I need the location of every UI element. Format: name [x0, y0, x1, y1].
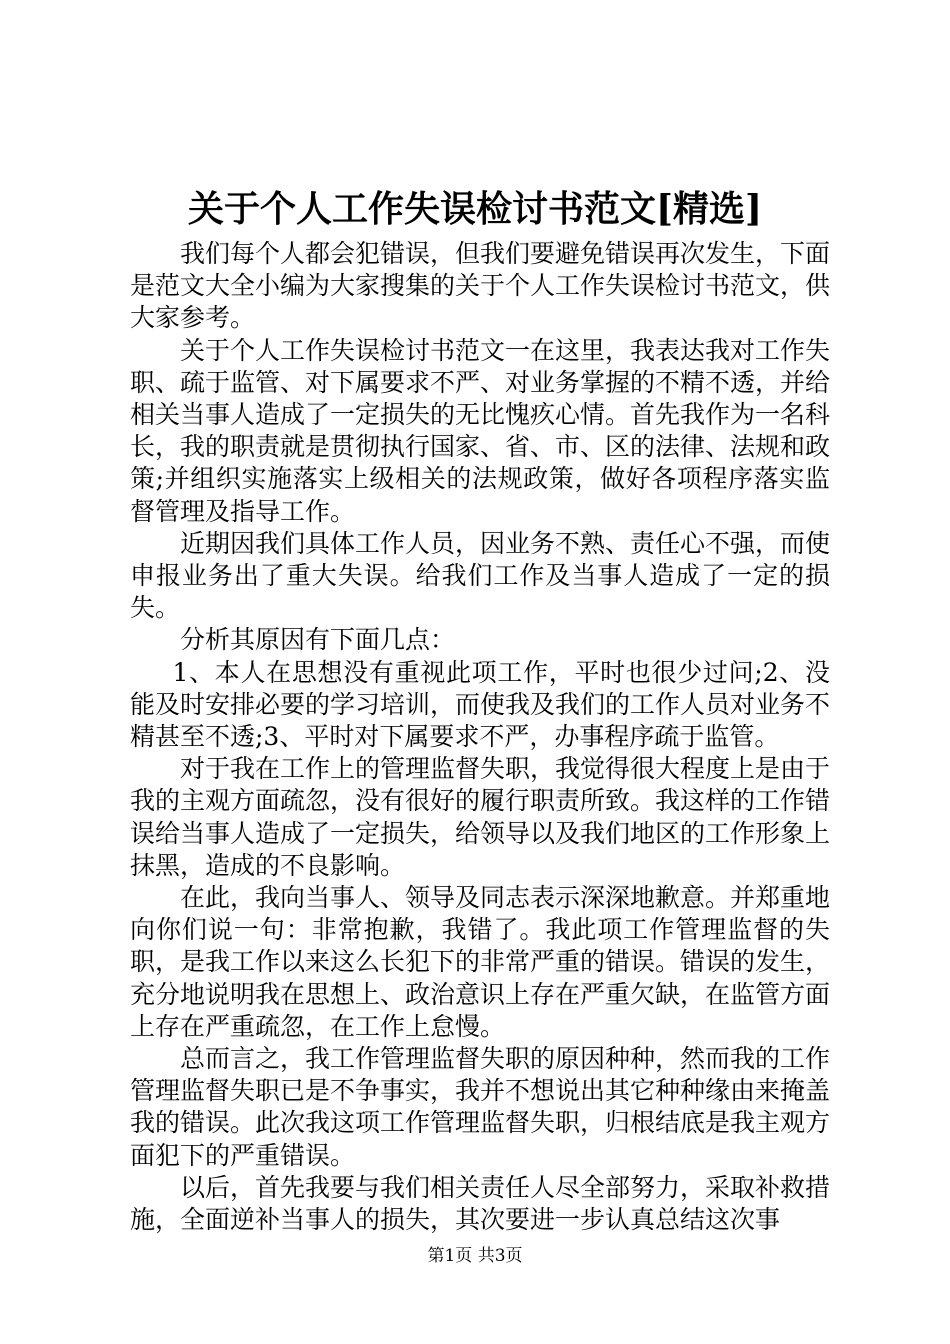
paragraph: 1、本人在思想没有重视此项工作，平时也很少过问;2、没能及时安排必要的学习培训，而使我及我们的工作人员对业务不精甚至不透;3、平时对下属要求不严，办事程序疏于监管。: [130, 657, 831, 752]
paragraph: 近期因我们具体工作人员，因业务不熟、责任心不强，而使申报业务出了重大失误。给我们工作及当事人造成了一定的损失。: [130, 528, 831, 623]
paragraph: 以后，首先我要与我们相关责任人尽全部努力，采取补救措施，全面逆补当事人的损失，其次要进一步认真总结这次事: [130, 1172, 831, 1235]
document-body: [130, 238, 830, 1236]
paragraph: 分析其原因有下面几点：: [180, 625, 456, 655]
page-footer: 第1页 共3页: [427, 1246, 523, 1266]
paragraph: 对于我在工作上的管理监督失职，我觉得很大程度上是由于我的主观方面疏忽，没有很好的履行职责所致。我这样的工作错误给当事人造成了一定损失，给领导以及我们地区的工作形象上抹黑，造成的不良影响。: [130, 754, 831, 880]
paragraph: 我们每个人都会犯错误，但我们要避免错误再次发生，下面是范文大全小编为大家搜集的关于个人工作失误检讨书范文，供大家参考。: [130, 239, 831, 333]
paragraph: 在此，我向当事人、领导及同志表示深深地歉意。并郑重地向你们说一句：非常抱歉，我错了。我此项工作管理监督的失职，是我工作以来这么长犯下的非常严重的错误。错误的发生，充分地说明我在思想上、政治意识上存在严重欠缺，在监管方面上存在严重疏忽，在工作上怠慢。: [130, 883, 831, 1041]
paragraph: 关于个人工作失误检讨书范文一在这里，我表达我对工作失职、疏于监管、对下属要求不严、对业务掌握的不精不透，并给相关当事人造成了一定损失的无比愧疚心情。首先我作为一名科长，我的职责就是贯彻执行国家、省、市、区的法律、法规和政策;并组织实施落实上级相关的法规政策，做好各项程序落实监督管理及指导工作。: [130, 335, 831, 526]
paragraph: 总而言之，我工作管理监督失职的原因种种，然而我的工作管理监督失职已是不争事实，我并不想说出其它种种缘由来掩盖我的错误。此次我这项工作管理监督失职，归根结底是我主观方面犯下的严重错误。: [130, 1044, 831, 1170]
document-title: 关于个人工作失误检讨书范文[精选]: [187, 188, 763, 230]
